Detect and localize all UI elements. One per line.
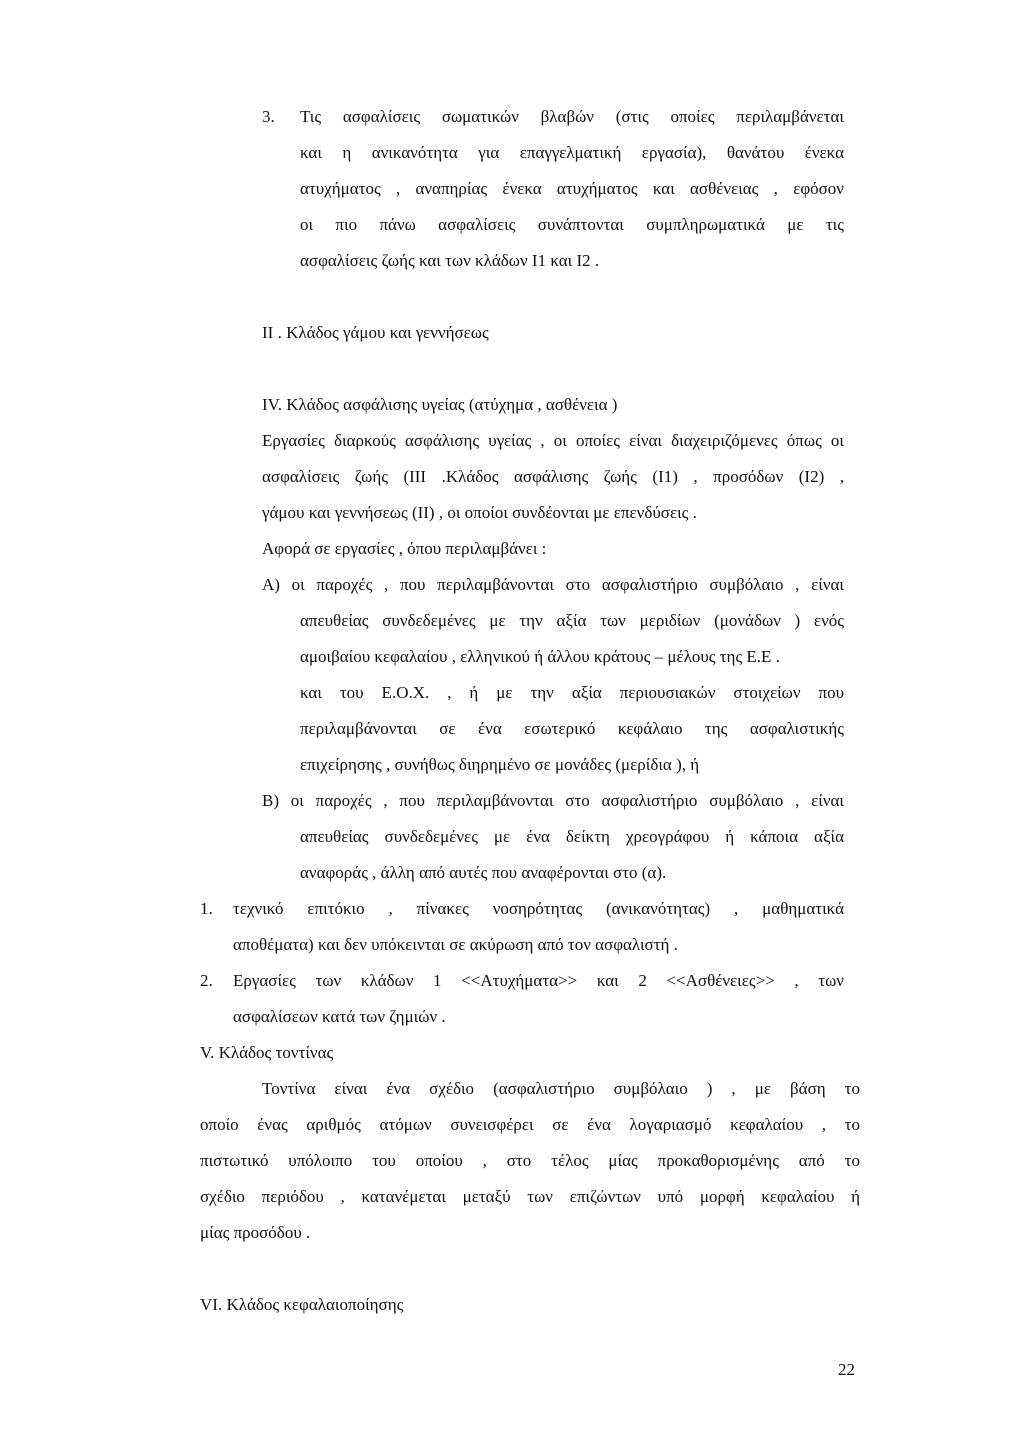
text-line: και η ανικανότητα για επαγγελματική εργασία), θανάτου ένεκα	[300, 143, 844, 162]
text-line: μίας προσόδου .	[200, 1223, 311, 1242]
list-number: 1.	[200, 899, 213, 918]
text-line: ασφαλίσεις ζωής και των κλάδων Ι1 και Ι2 .	[300, 251, 600, 270]
text-line: απευθείας συνδεδεμένες με την αξία των μεριδίων (μονάδων ) ενός	[300, 611, 844, 630]
text-line: Αφορά σε εργασίες , όπου περιλαμβάνει :	[262, 539, 547, 558]
text-line: Α) οι παροχές , που περιλαμβάνονται στο ασφαλιστήριο συμβόλαιο , είναι	[262, 575, 844, 594]
text-line: αναφοράς , άλλη από αυτές που αναφέρονται στο (α).	[300, 863, 667, 882]
text-line: Τοντίνα είναι ένα σχέδιο (ασφαλιστήριο συμβόλαιο ) , με βάση το	[262, 1079, 860, 1098]
section-heading: VΙ. Κλάδος κεφαλαιοποίησης	[200, 1295, 404, 1314]
page-number: 22	[838, 1360, 855, 1379]
text-line: αποθέματα) και δεν υπόκεινται σε ακύρωση από τον ασφαλιστή .	[233, 935, 678, 954]
text-line: οι πιο πάνω ασφαλίσεις συνάπτονται συμπληρωματικά με τις	[300, 215, 844, 234]
text-line: σχέδιο περιόδου , κατανέμεται μεταξύ των επιζώντων υπό μορφή κεφαλαίου ή	[200, 1187, 860, 1206]
text-line: αμοιβαίου κεφαλαίου , ελληνικού ή άλλου κράτους – μέλους της Ε.Ε .	[300, 647, 780, 666]
text-line: Εργασίες των κλάδων 1 <<Ατυχήματα>> και 2 <<Ασθένειες>> , των	[233, 971, 844, 990]
text-line: Εργασίες διαρκούς ασφάλισης υγείας , οι οποίες είναι διαχειριζόμενες όπως οι	[262, 431, 844, 450]
text-line: περιλαμβάνονται σε ένα εσωτερικό κεφάλαιο της ασφαλιστικής	[300, 719, 844, 738]
list-number: 3.	[262, 107, 275, 126]
section-heading: ΙV. Κλάδος ασφάλισης υγείας (ατύχημα , ασθένεια )	[262, 395, 618, 414]
text-line: ατυχήματος , αναπηρίας ένεκα ατυχήματος και ασθένειας , εφόσον	[300, 179, 844, 198]
text-line: απευθείας συνδεδεμένες με ένα δείκτη χρεογράφου ή κάποια αξία	[300, 827, 844, 846]
section-heading: V. Κλάδος τοντίνας	[200, 1043, 334, 1062]
text-line: ασφαλίσεις ζωής (ΙΙΙ .Κλάδος ασφάλισης ζωής (Ι1) , προσόδων (Ι2) ,	[262, 467, 844, 486]
list-number: 2.	[200, 971, 213, 990]
text-line: τεχνικό επιτόκιο , πίνακες νοσηρότητας (ανικανότητας) , μαθηματικά	[233, 899, 844, 918]
text-line: οποίο ένας αριθμός ατόμων συνεισφέρει σε ένα λογαριασμό κεφαλαίου , το	[200, 1115, 860, 1134]
text-line: Τις ασφαλίσεις σωματικών βλαβών (στις οποίες περιλαμβάνεται	[300, 107, 844, 126]
text-line: πιστωτικό υπόλοιπο του οποίου , στο τέλος μίας προκαθορισμένης από το	[200, 1151, 860, 1170]
text-line: γάμου και γεννήσεως (ΙΙ) , οι οποίοι συνδέονται με επενδύσεις .	[262, 503, 697, 522]
text-line: και του Ε.Ο.Χ. , ή με την αξία περιουσιακών στοιχείων που	[300, 683, 844, 702]
text-line: Β) οι παροχές , που περιλαμβάνονται στο ασφαλιστήριο συμβόλαιο , είναι	[262, 791, 844, 810]
text-line: επιχείρησης , συνήθως διηρημένο σε μονάδες (μερίδια ), ή	[300, 755, 700, 774]
section-heading: ΙΙ . Κλάδος γάμου και γεννήσεως	[262, 323, 489, 342]
text-line: ασφαλίσεων κατά των ζημιών .	[233, 1007, 446, 1026]
